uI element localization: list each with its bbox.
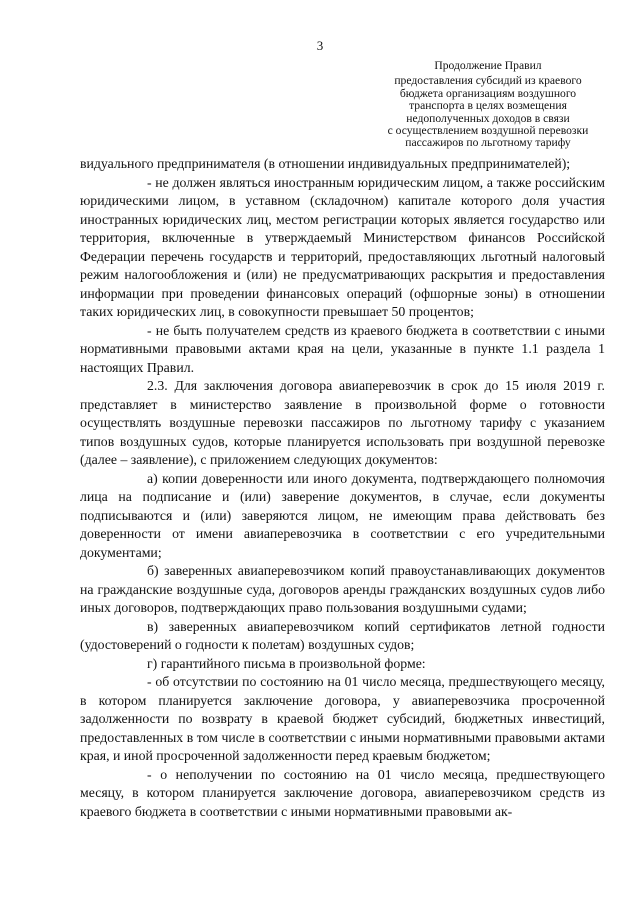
paragraph-foreign-entity-requirement: - не должен являться иностранным юридическим лицом, а также российским юридическими лицом, в уставном (складочном) капитале которого доля участия иностранных юридических лиц, местом регистрации которых является государство или территория, включенные в утверждаемый Министерством финансов Российской Федерации перечень государств и территорий, предоставляющих льготный налоговый режим налогообложения и (или) не предусматривающих раскрытия и предоставления информации при проведении финансовых операций (офшорные зоны) в отношении таких юридических лиц, в совокупности превышает 50 процентов; [80,174,605,319]
paragraph-no-receipt-funds: - о неполучении по состоянию на 01 число месяца, предшествующего месяцу, в котором планируется заключение договора, авиаперевозчиком средств из краевого бюджета в соответствии с иными нормативными правовыми ак- [80,766,605,819]
header-title-line: с осуществлением воздушной перевозки [387,124,589,138]
paragraph-item-d: г) гарантийного письма в произвольной форме: [147,655,426,671]
header-title-line: пассажиров по льготному тарифу [405,136,571,150]
document-body [80,155,605,821]
paragraph-2-3-application: 2.3. Для заключения договора авиаперевозчик в срок до 15 июля 2019 г. представляет в министерство заявление в произвольной форме о готовности осуществлять воздушные перевозки пассажиров по льготному тарифу с указанием типов воздушных судов, которые планируется использовать при воздушной перевозке (далее – заявление), с приложением следующих документов: [80,378,605,467]
header-title-line: предоставления субсидий из краевого [394,74,582,88]
page-number: 3 [316,38,324,53]
paragraph-continued: видуального предпринимателя (в отношении индивидуальных предпринимателей); [80,156,571,171]
paragraph-item-c: в) заверенных авиаперевозчиком копий сертификатов летной годности (удостоверений о годности к полетам) воздушных судов; [80,618,605,652]
header-title-line: транспорта в целях возмещения [409,99,567,113]
paragraph-item-b: б) заверенных авиаперевозчиком копий правоустанавливающих документов на гражданские воздушные суда, договоров аренды гражданских воздушных судов либо иных договоров, подтверждающих право пользования воздушными судами; [80,563,605,615]
header-continuation: Продолжение Правил [434,59,542,72]
paragraph-no-overdue-debt: - об отсутствии по состоянию на 01 число месяца, предшествующего месяцу, в котором планируется заключение договора, у авиаперевозчика просроченной задолженности по возврату в краевой бюджет субсидий, бюджетных инвестиций, предоставленных в том числе в соответствии с иными нормативными правовыми актами края, и иной просроченной задолженности перед краевым бюджетом; [80,674,605,763]
document-header [372,60,604,150]
paragraph-no-budget-funds-requirement: - не быть получателем средств из краевого бюджета в соответствии с иными нормативными правовыми актами края на цели, указанные в пункте 1.1 раздела 1 настоящих Правил. [80,322,605,375]
header-title-line: недополученных доходов в связи [406,111,570,125]
paragraph-item-a: а) копии доверенности или иного документа, подтверждающего полномочия лица на подписание и (или) заверение документов, в случае, если документы подписываются и (или) заверяются лицом, не имеющим права действовать без доверенности от имени авиаперевозчика в соответствии с его учредительными документами; [80,470,605,560]
header-title-line: бюджета организациям воздушного [399,86,577,100]
